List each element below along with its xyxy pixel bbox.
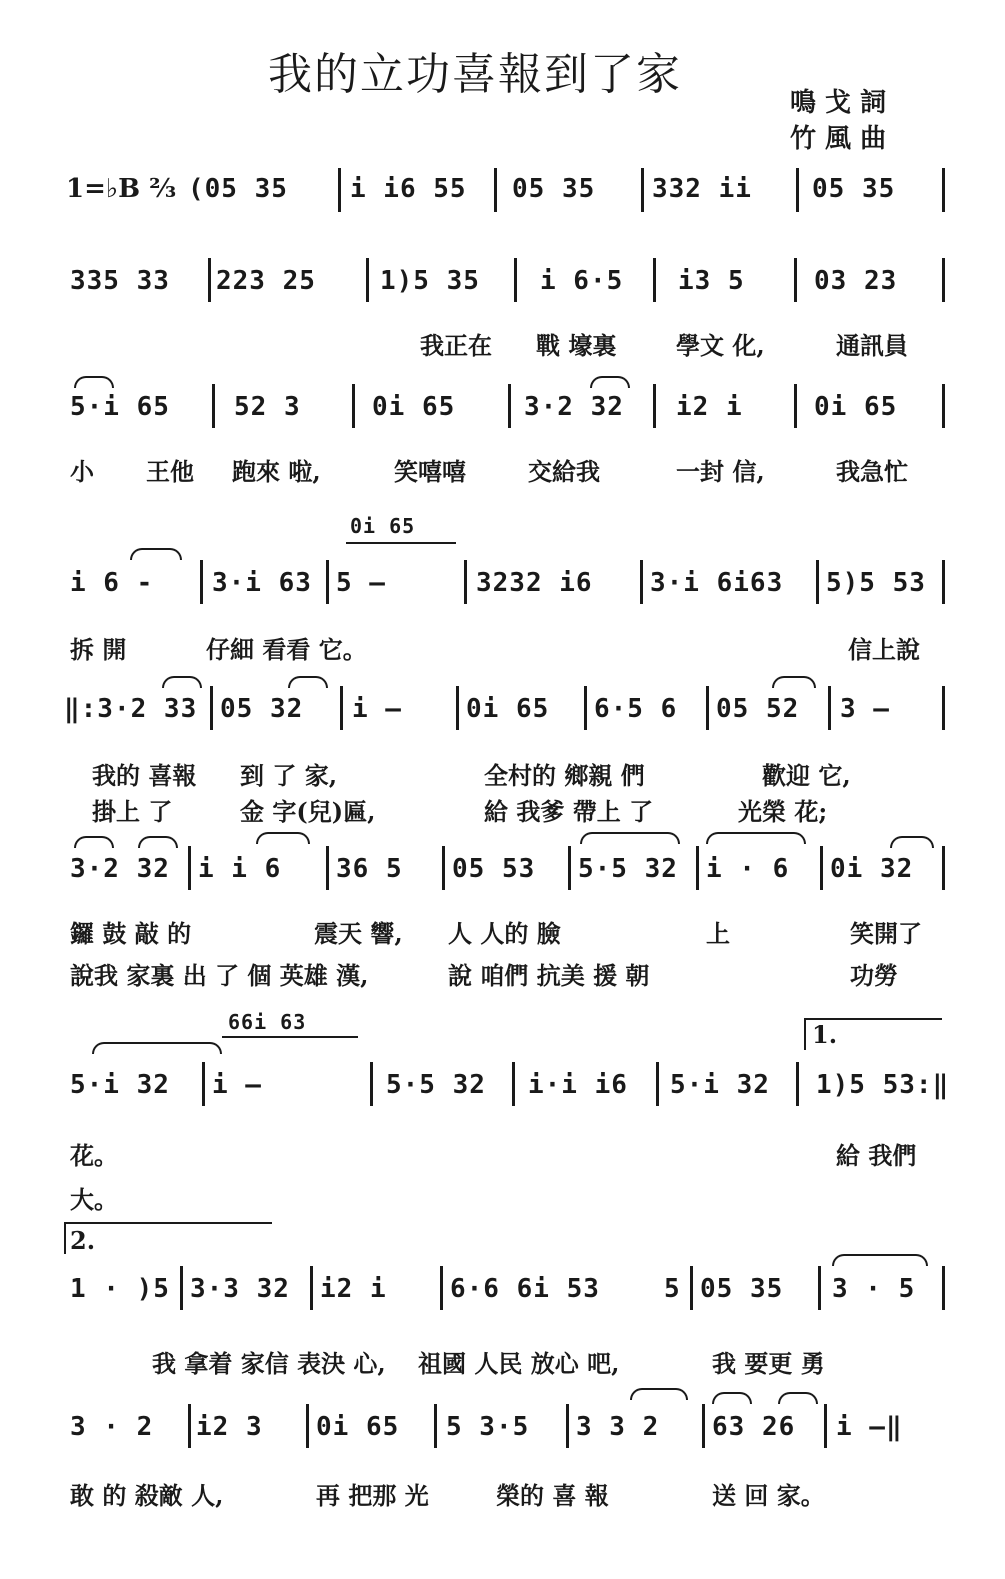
barline — [828, 686, 831, 730]
lyric: 到 了 家, — [240, 761, 338, 790]
measure: 5 — — [336, 568, 386, 598]
barline — [352, 384, 355, 428]
barline — [942, 560, 945, 604]
barline — [796, 1062, 799, 1106]
measure: 3·3 32 — [190, 1274, 290, 1304]
tie — [590, 376, 630, 388]
tie — [630, 1388, 688, 1400]
tie — [706, 832, 806, 844]
barline — [200, 560, 203, 604]
barline — [794, 258, 797, 302]
upper-voice: 66i 63 — [228, 1010, 307, 1034]
measure: i2 i — [676, 392, 743, 422]
measure: 332 ii — [652, 174, 752, 204]
barline — [942, 686, 945, 730]
measure: 3·i 63 — [212, 568, 312, 598]
barline — [456, 686, 459, 730]
barline — [584, 686, 587, 730]
barline — [202, 1062, 205, 1106]
tie — [130, 548, 182, 560]
barline — [326, 846, 329, 890]
barline — [180, 1266, 183, 1310]
barline — [434, 1404, 437, 1448]
barline — [818, 1266, 821, 1310]
lyric: 一封 信, — [676, 457, 765, 486]
measure: 0i 32 — [830, 854, 914, 884]
tie — [772, 676, 816, 688]
barline — [208, 258, 211, 302]
measure: ‖:3·2 33 — [64, 694, 198, 724]
measure: 63 26 — [712, 1412, 796, 1442]
barline — [641, 168, 644, 212]
barline — [338, 168, 341, 212]
measure: 0i 65 — [814, 392, 898, 422]
tie — [162, 676, 202, 688]
barline — [440, 1266, 443, 1310]
lyric: 學文 化, — [676, 331, 765, 360]
barline — [942, 258, 945, 302]
measure: 3·i 6i63 — [650, 568, 784, 598]
key-signature: 1=♭B ⅔ — [66, 174, 177, 204]
beam-line — [346, 542, 456, 544]
barline — [816, 560, 819, 604]
lyric: 敢 的 殺敵 人, — [70, 1481, 224, 1510]
tie — [138, 836, 178, 848]
barline — [696, 846, 699, 890]
lyric: 掛上 了 — [92, 797, 173, 826]
lyric: 笑開了 — [850, 919, 922, 948]
barline — [370, 1062, 373, 1106]
tie — [712, 1392, 752, 1404]
barline — [640, 560, 643, 604]
lyric: 戰 壕裏 — [536, 331, 617, 360]
lyric: 我正在 — [420, 331, 492, 360]
barline — [568, 846, 571, 890]
second-ending-bracket — [64, 1222, 272, 1254]
barline — [942, 168, 945, 212]
measure: 05 52 — [716, 694, 800, 724]
lyric: 笑嘻嘻 — [394, 457, 466, 486]
measure: 3·2 32 — [524, 392, 624, 422]
measure: 05 32 — [220, 694, 304, 724]
measure: 5 — [664, 1274, 681, 1304]
barline — [796, 168, 799, 212]
lyric: 我急忙 — [836, 457, 908, 486]
barline — [824, 1404, 827, 1448]
lyric: 通訊員 — [836, 331, 908, 360]
measure: 3 · 5 — [832, 1274, 916, 1304]
barline — [326, 560, 329, 604]
measure: 3·2 32 — [70, 854, 170, 884]
measure: i · 6 — [706, 854, 790, 884]
tie — [832, 1254, 928, 1266]
lyric: 仔細 看看 它。 — [206, 635, 367, 664]
measure: i3 5 — [678, 266, 745, 296]
lyric: 信上說 — [848, 635, 920, 664]
tie — [92, 1042, 222, 1054]
measure: 5·i 32 — [70, 1070, 170, 1100]
lyric: 送 回 家。 — [712, 1481, 825, 1510]
barline — [340, 686, 343, 730]
lyric: 說我 家裏 出 了 個 英雄 漢, — [70, 961, 369, 990]
measure: i 6·5 — [540, 266, 624, 296]
lyric: 歡迎 它, — [762, 761, 851, 790]
measure: 3 · 2 — [70, 1412, 154, 1442]
tie — [778, 1392, 818, 1404]
barline — [794, 384, 797, 428]
measure: i — — [212, 1070, 262, 1100]
measure: i2 3 — [196, 1412, 263, 1442]
lyric: 小 — [70, 457, 94, 486]
barline — [706, 686, 709, 730]
lyric: 說 咱們 抗美 援 朝 — [448, 961, 650, 990]
barline — [210, 686, 213, 730]
lyric: 交給我 — [528, 457, 600, 486]
measure: (05 35 — [188, 174, 288, 204]
lyric: 上 — [706, 919, 730, 948]
lyric: 給 我們 — [836, 1141, 917, 1170]
measure: i2 i — [320, 1274, 387, 1304]
measure: 5·5 32 — [386, 1070, 486, 1100]
tie — [74, 376, 114, 388]
measure: i·i i6 — [528, 1070, 628, 1100]
lyric: 我 要更 勇 — [712, 1349, 825, 1378]
upper-voice: 0i 65 — [350, 514, 416, 538]
lyric: 大。 — [70, 1185, 118, 1214]
barline — [508, 384, 511, 428]
barline — [366, 258, 369, 302]
measure: 5·i 65 — [70, 392, 170, 422]
barline — [442, 846, 445, 890]
lyric: 給 我爹 帶上 了 — [484, 797, 654, 826]
lyric: 全村的 鄉親 們 — [484, 761, 645, 790]
measure: 03 23 — [814, 266, 898, 296]
lyric: 震天 響, — [314, 919, 403, 948]
measure: 0i 65 — [316, 1412, 400, 1442]
measure: 5·i 32 — [670, 1070, 770, 1100]
second-ending-label: 2. — [70, 1226, 96, 1255]
lyric: 跑來 啦, — [232, 457, 321, 486]
measure: 05 35 — [512, 174, 596, 204]
barline — [514, 258, 517, 302]
barline — [653, 384, 656, 428]
barline — [212, 384, 215, 428]
measure: 0i 65 — [372, 392, 456, 422]
barline — [188, 846, 191, 890]
tie — [288, 676, 328, 688]
measure: 52 3 — [234, 392, 301, 422]
barline — [656, 1062, 659, 1106]
measure: 3232 i6 — [476, 568, 593, 598]
measure: 3 3 2 — [576, 1412, 660, 1442]
measure: 6·5 6 — [594, 694, 678, 724]
measure: 0i 65 — [466, 694, 550, 724]
barline — [188, 1404, 191, 1448]
measure: 36 5 — [336, 854, 403, 884]
measure: 1)5 35 — [380, 266, 480, 296]
tie — [890, 836, 934, 848]
tie — [256, 832, 310, 844]
barline — [942, 384, 945, 428]
measure: i — — [352, 694, 402, 724]
measure: 5)5 53 — [826, 568, 926, 598]
barline — [942, 846, 945, 890]
measure: i 6 - — [70, 568, 154, 598]
first-ending-label: 1. — [812, 1020, 838, 1049]
measure: 223 25 — [216, 266, 316, 296]
lyric: 光榮 花; — [738, 797, 828, 826]
measure: i —‖ — [836, 1412, 903, 1442]
lyric: 花。 — [70, 1141, 118, 1170]
composer-credit: 竹 風 曲 — [790, 124, 887, 154]
beam-line — [222, 1036, 358, 1038]
lyric: 鑼 鼓 敲 的 — [70, 919, 192, 948]
barline — [464, 560, 467, 604]
measure: 5·5 32 — [578, 854, 678, 884]
measure: 5 3·5 — [446, 1412, 530, 1442]
lyric: 再 把那 光 — [316, 1481, 429, 1510]
lyric: 金 字(兒)匾, — [240, 797, 376, 826]
barline — [942, 1266, 945, 1310]
measure: i i6 55 — [350, 174, 467, 204]
barline — [566, 1404, 569, 1448]
measure: i i 6 — [198, 854, 282, 884]
lyric: 榮的 喜 報 — [496, 1481, 609, 1510]
measure: 05 35 — [700, 1274, 784, 1304]
lyric: 我 拿着 家信 表決 心, — [152, 1349, 386, 1378]
measure: 1 · )5 — [70, 1274, 170, 1304]
song-title: 我的立功喜報到了家 — [268, 49, 682, 100]
measure: 05 35 — [812, 174, 896, 204]
lyric: 人 人的 臉 — [448, 919, 561, 948]
tie — [580, 832, 680, 844]
measure: 1)5 53:‖ — [816, 1070, 950, 1100]
lyric: 我的 喜報 — [92, 761, 197, 790]
lyric: 祖國 人民 放心 吧, — [418, 1349, 620, 1378]
barline — [306, 1404, 309, 1448]
measure: 05 53 — [452, 854, 536, 884]
barline — [820, 846, 823, 890]
measure: 6·6 6i 53 — [450, 1274, 600, 1304]
barline — [702, 1404, 705, 1448]
tie — [74, 836, 114, 848]
barline — [690, 1266, 693, 1310]
barline — [310, 1266, 313, 1310]
lyric: 王他 — [146, 457, 194, 486]
measure: 3 — — [840, 694, 890, 724]
barline — [494, 168, 497, 212]
lyricist-credit: 鳴 戈 詞 — [790, 88, 887, 118]
lyric: 功勞 — [850, 961, 898, 990]
measure: 335 33 — [70, 266, 170, 296]
lyric: 拆 開 — [70, 635, 127, 664]
barline — [653, 258, 656, 302]
barline — [512, 1062, 515, 1106]
